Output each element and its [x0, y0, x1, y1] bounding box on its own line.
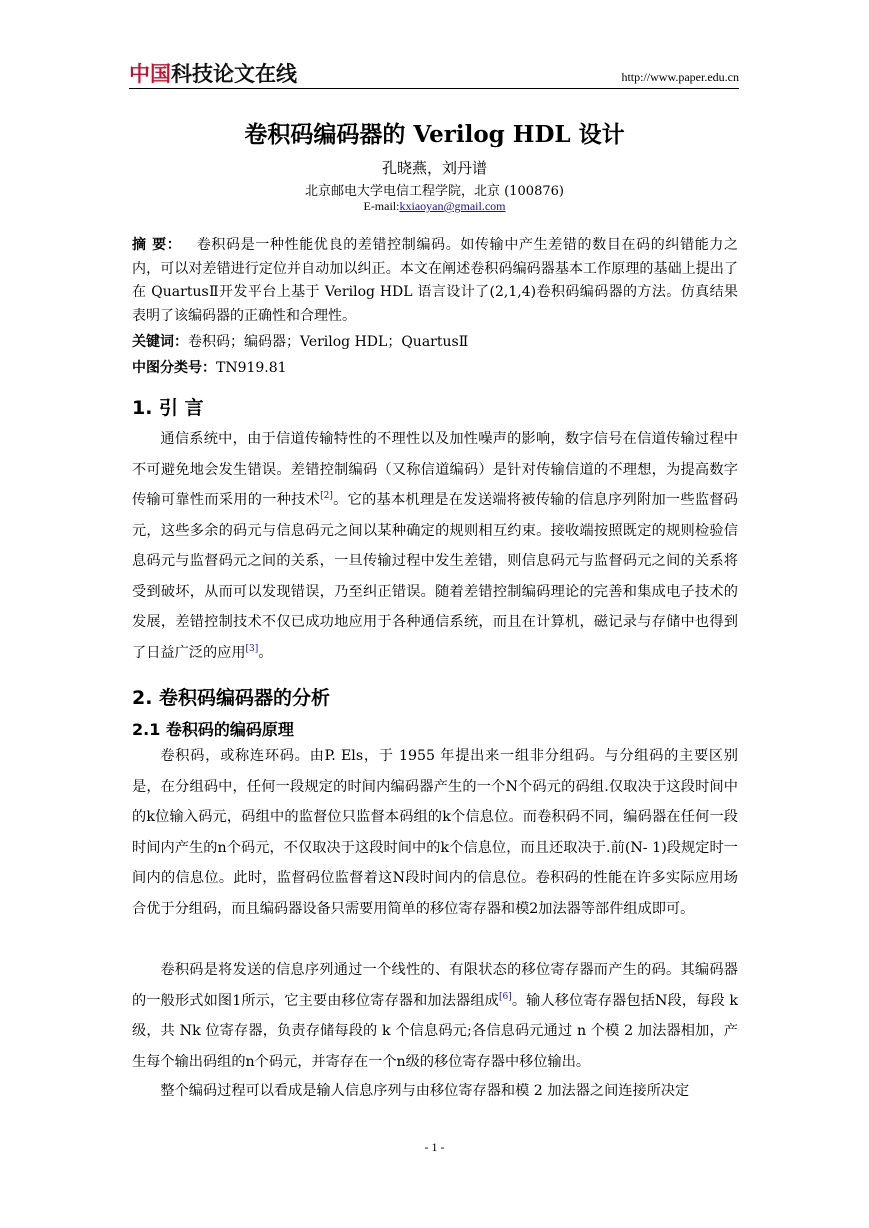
abstract-label: 摘 要： — [132, 237, 182, 253]
email-link[interactable]: kxiaoyan@gmail.com — [399, 199, 506, 213]
classification-label: 中图分类号： — [132, 360, 216, 376]
citation-3[interactable]: [3] — [245, 643, 259, 654]
s1-text-b: 。它的基本机理是在发送端将被传输的信息序列附加一些监督码元，这些多余的码元与信息码元之间以某种确定的规则相互约束。接收端按照既定的规则检验信息码元与监督码元之间的关系，一旦传输过程中发生差错，则信息码元与监督码元之间的关系将受到破坏，从而可以发现错误，乃至纠正错误。随着差错控制编码理论的完善和集成电子技术的发展，差错控制技术不仅已成功地应用于各种通信系统，而且在计算机，磁记录与存储中也得到了日益广泛的应用 — [132, 492, 738, 661]
section-2-1-paragraph-2 — [132, 955, 738, 1077]
journal-logo — [129, 62, 297, 86]
paper-affiliation: 北京邮电大学电信工程学院，北京 (100876) — [305, 184, 564, 199]
s1-text-a: 通信系统中，由于信道传输特性的不理性以及加性噪声的影响，数字信号在信道传输过程中不可避免地会发生错误。差错控制编码（又称信道编码）是针对传输信道的不理想，为提高数字传输可靠性而采用的一种技术 — [132, 431, 738, 508]
classification — [132, 357, 738, 377]
keywords-text: 卷积码；编码器；Verilog HDL；QuartusⅡ — [188, 334, 469, 350]
logo-red-text: 中国 — [129, 62, 171, 86]
page-header — [129, 60, 739, 89]
s21-p2-text-a: 卷积码是将发送的信息序列通过一个线性的、有限状态的移位寄存器而产生的码。其编码器的一般形式如图1所示，它主要由移位寄存器和加法器组成 — [132, 962, 738, 1009]
page-number: - 1 - — [424, 1140, 445, 1154]
paper-authors: 孔晓燕，刘丹谱 — [381, 159, 487, 177]
keywords — [132, 331, 738, 351]
header-url[interactable]: http://www.paper.edu.cn — [621, 70, 739, 84]
section-1-heading: 1. 引 言 — [132, 397, 204, 419]
section-1-paragraph — [132, 424, 738, 668]
section-2-1-paragraph-3: 整个编码过程可以看成是输人信息序列与由移位寄存器和模 2 加法器之间连接所决定 — [160, 1083, 690, 1099]
paper-title: 卷积码编码器的 Verilog HDL 设计 — [244, 121, 625, 148]
section-2-heading: 2. 卷积码编码器的分析 — [132, 687, 331, 709]
logo-black-text: 科技论文在线 — [171, 62, 297, 86]
author-email — [0, 199, 869, 214]
keywords-label: 关键词： — [132, 334, 188, 350]
classification-text: TN919.81 — [216, 360, 287, 376]
citation-6[interactable]: [6] — [498, 991, 512, 1002]
citation-2[interactable]: [2] — [320, 491, 333, 501]
section-2-1-heading: 2.1 卷积码的编码原理 — [132, 720, 294, 739]
abstract — [132, 234, 738, 328]
email-prefix: E-mail: — [363, 199, 400, 213]
abstract-text: 卷积码是一种性能优良的差错控制编码。如传输中产生差错的数目在码的纠错能力之内，可以对差错进行定位并自动加以纠正。本文在阐述卷积码编码器基本工作原理的基础上提出了在 QuartusⅡ开发平台上基于 Verilog HDL 语言设计了(2,1,4)卷积码编码器的方法。仿真结果表明了该编码器的正确性和合理性。 — [132, 237, 739, 324]
s1-text-c: 。 — [258, 644, 273, 661]
section-2-1-paragraph-1: 卷积码，或称连环码。由P. Els，于 1955 年提出来一组非分组码。与分组码的主要区别是，在分组码中，任何一段规定的时间内编码器产生的一个N个码元的码组.仅取决于这段时间中的k位输入码元，码组中的监督位只监督本码组的k个信息位。而卷积码不同，编码器在任何一段时间内产生的n个码元，不仅取决于这段时间中的k个信息位，而且还取决于.前(N- 1)段规定时一间内的信息位。此时，监督码位监督着这N段时间内的信息位。卷积码的性能在许多实际应用场合优于分组码，而且编码器设备只需要用简单的移位寄存器和模2加法器等部件组成即可。 — [132, 748, 738, 917]
s21-p2-text-b: 。输人移位寄存器包括N段，每段 k 级，共 Nk 位寄存器，负责存储每段的 k 个信息码元;各信息码元通过 n 个模 2 加法器相加，产生每个输出码组的n个码元，并寄存在一个n级的移位寄存器中移位输出。 — [132, 992, 738, 1070]
